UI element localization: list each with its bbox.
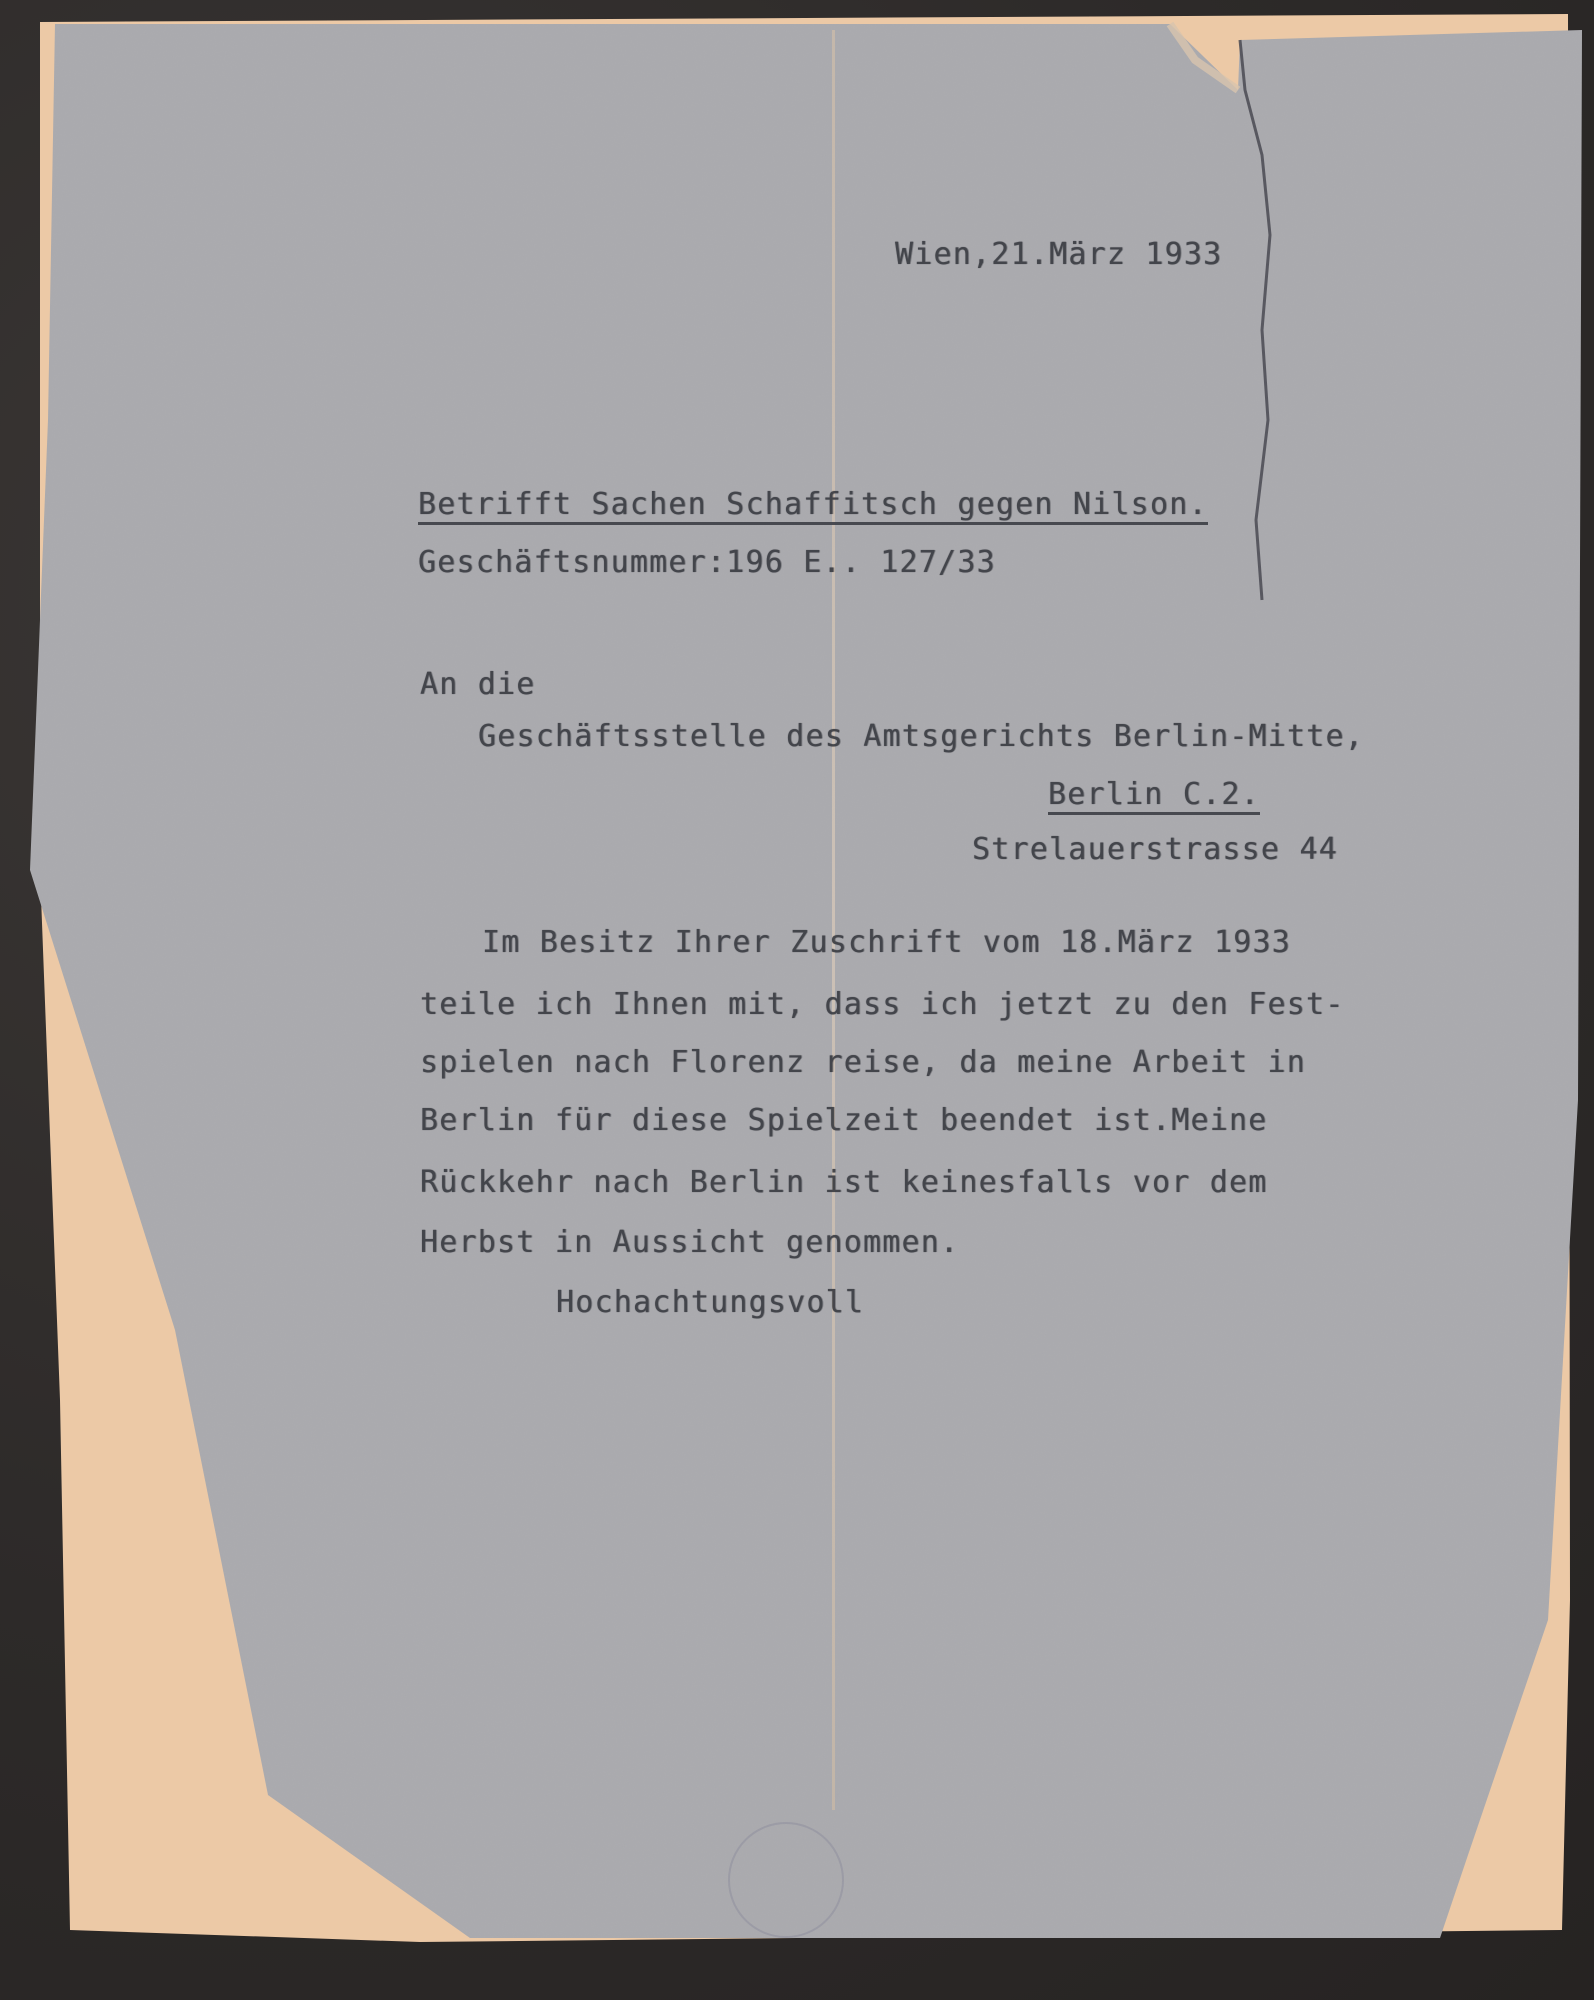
- reference-number: Geschäftsnummer:196 E.. 127/33: [418, 545, 996, 580]
- address-street: Strelauerstrasse 44: [972, 832, 1338, 867]
- address-salutation: An die: [420, 667, 536, 702]
- body-line: Berlin für diese Spielzeit beendet ist.Meine: [420, 1103, 1268, 1138]
- body-line: Herbst in Aussicht genommen.: [420, 1225, 960, 1260]
- date-line: Wien,21.März 1933: [895, 237, 1223, 272]
- address-city: Berlin C.2.: [1048, 780, 1260, 815]
- fold-crease: [832, 30, 835, 1810]
- subject-line: Betrifft Sachen Schaffitsch gegen Nilson.: [418, 490, 1208, 525]
- body-line: Rückkehr nach Berlin ist keinesfalls vor dem: [420, 1165, 1268, 1200]
- body-line: spielen nach Florenz reise, da meine Arbeit in: [420, 1045, 1307, 1080]
- body-line: Im Besitz Ihrer Zuschrift vom 18.März 1933: [482, 925, 1291, 960]
- closing: Hochachtungsvoll: [556, 1285, 865, 1320]
- faint-stamp-mark: [728, 1822, 844, 1938]
- address-office: Geschäftsstelle des Amtsgerichts Berlin-Mitte,: [478, 719, 1365, 754]
- body-line: teile ich Ihnen mit, dass ich jetzt zu den Fest-: [420, 987, 1345, 1022]
